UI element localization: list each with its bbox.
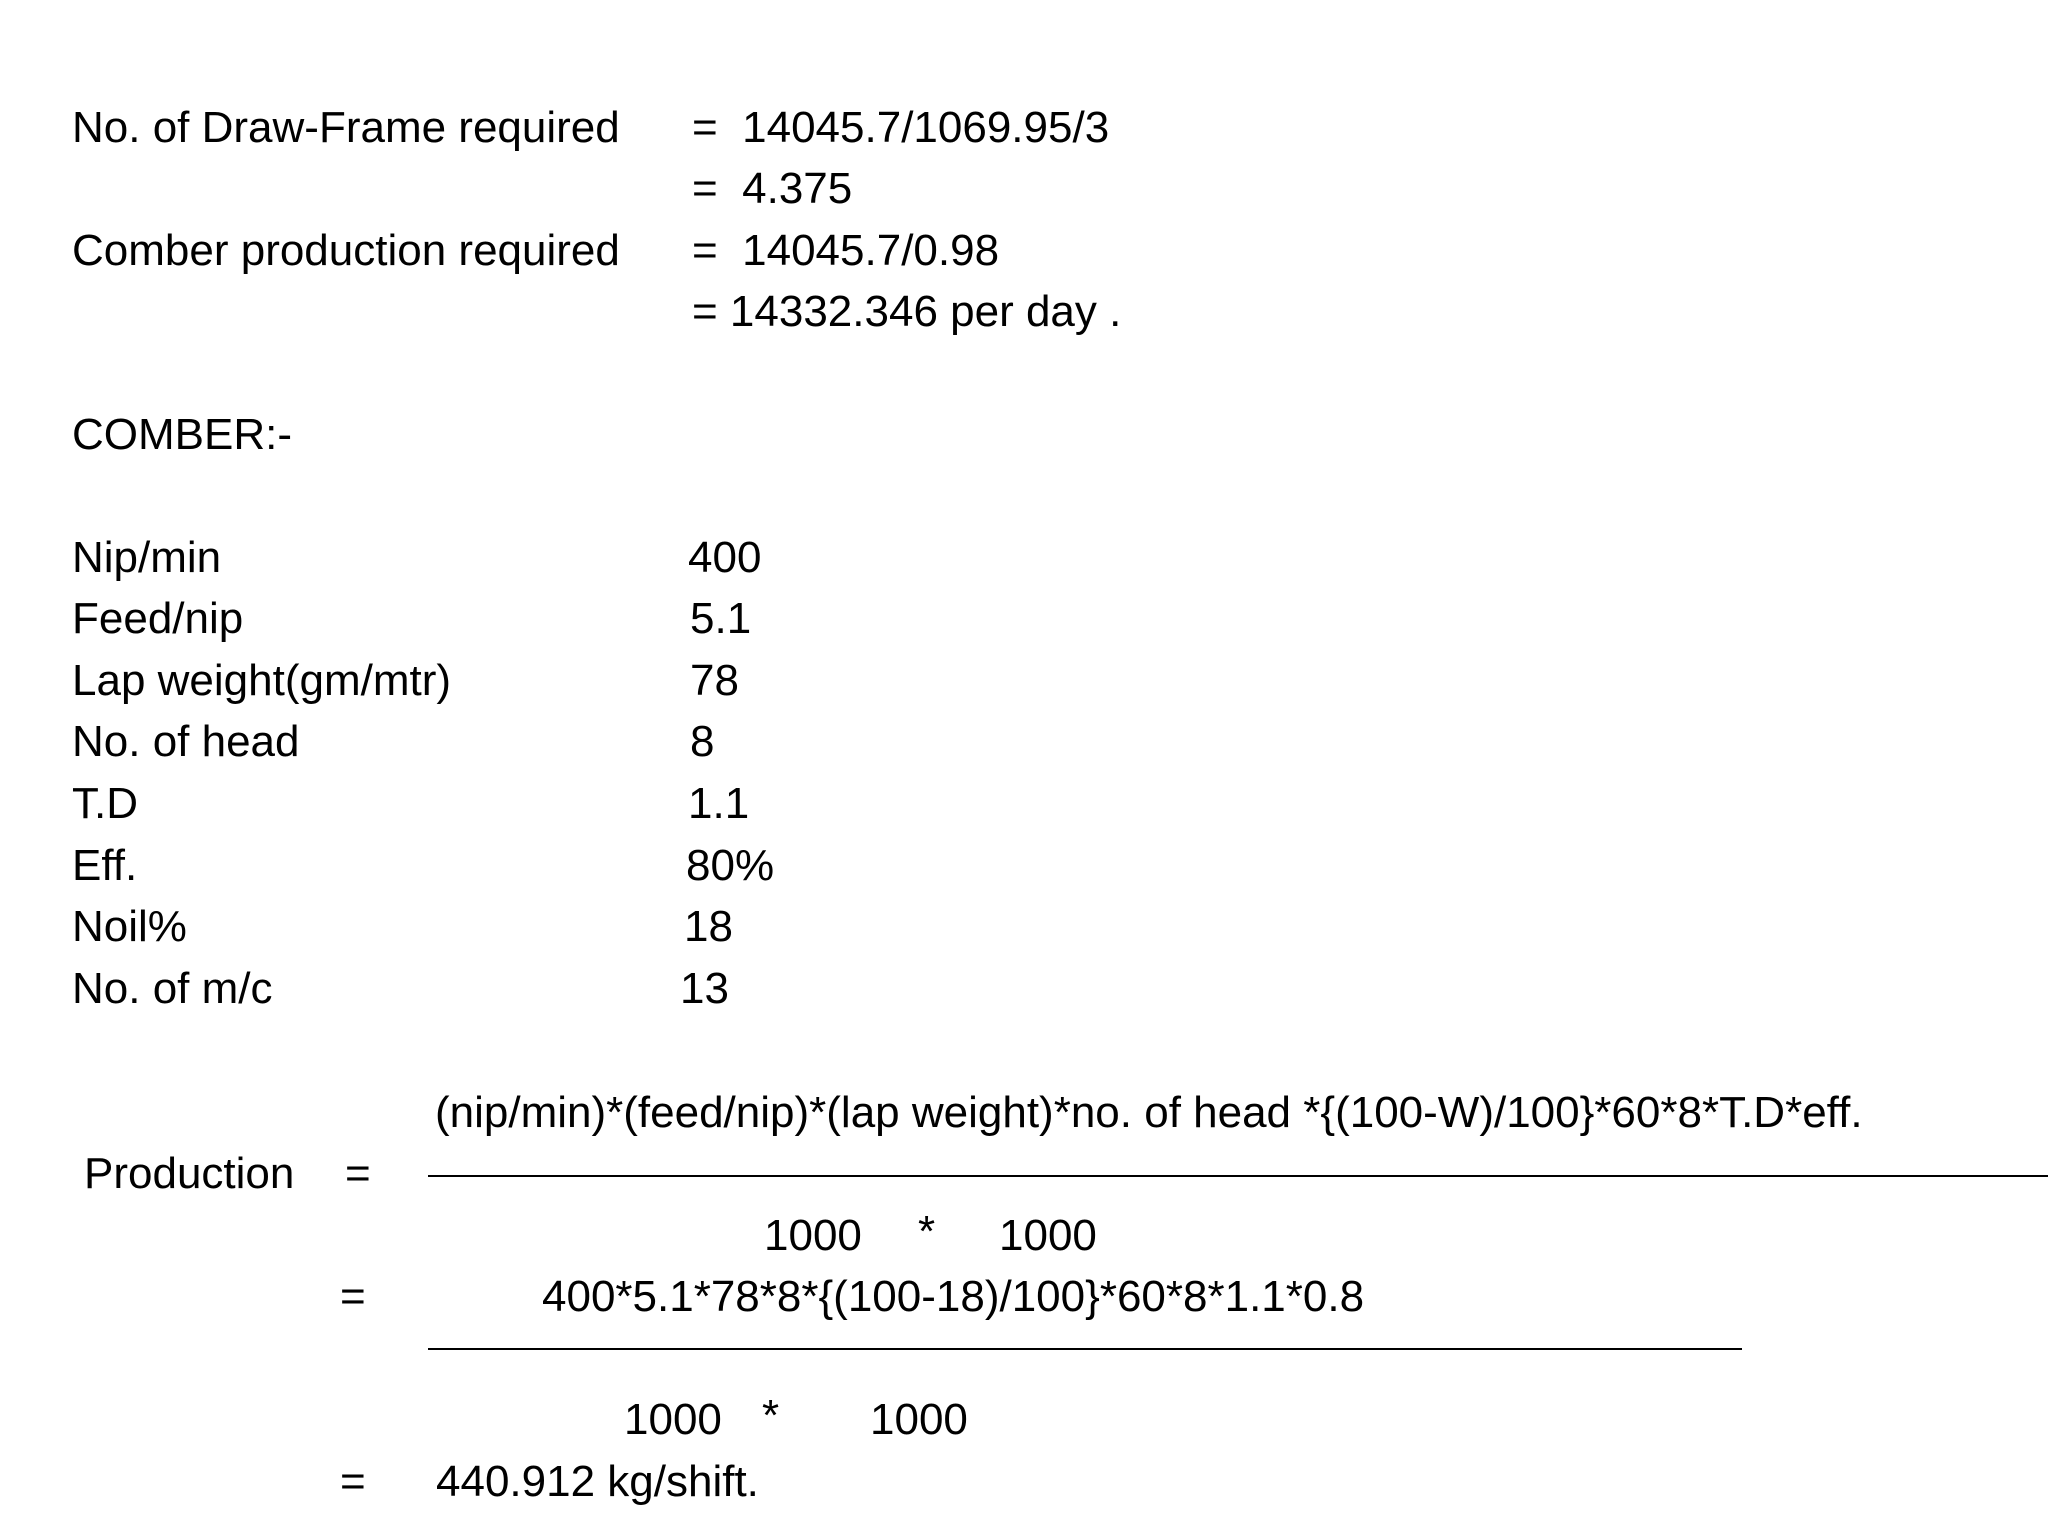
formula-label: Production [84, 1149, 295, 1198]
param-value: 1.1 [688, 779, 750, 828]
param-label: T.D [72, 779, 138, 828]
param-label: No. of head [72, 717, 300, 766]
param-label: No. of m/c [72, 964, 273, 1013]
param-value: 400 [688, 533, 762, 582]
formula-numerator: (nip/min)*(feed/nip)*(lap weight)*no. of head *{(100-W)/100}*60*8*T.D*eff. [435, 1088, 1863, 1137]
formula-denominator-b: 1000 [999, 1211, 1097, 1260]
param-label: Noil% [72, 902, 187, 951]
substitution-fraction-bar [428, 1348, 1742, 1350]
formula-equals: = [345, 1149, 371, 1198]
param-label: Nip/min [72, 533, 222, 582]
substitution-equals: = [340, 1272, 366, 1321]
param-value: 80% [686, 841, 775, 890]
comber-production-result: = 14332.346 per day . [692, 287, 1122, 336]
substitution-denominator-a: 1000 [624, 1395, 722, 1444]
param-value: 78 [690, 656, 739, 705]
param-label: Eff. [72, 841, 138, 890]
substitution-numerator: 400*5.1*78*8*{(100-18)/100}*60*8*1.1*0.8 [542, 1272, 1365, 1321]
formula-fraction-bar [428, 1175, 2048, 1177]
param-value: 8 [690, 717, 715, 766]
section-title: COMBER:- [72, 410, 292, 459]
param-label: Feed/nip [72, 594, 244, 643]
drawframe-label: No. of Draw-Frame required [72, 103, 620, 152]
result-value: 440.912 kg/shift. [436, 1457, 759, 1506]
formula-denominator-a: 1000 [764, 1211, 862, 1260]
substitution-denominator-b: 1000 [870, 1395, 968, 1444]
param-label: Lap weight(gm/mtr) [72, 656, 452, 705]
result-equals: = [340, 1457, 366, 1506]
param-value: 5.1 [690, 594, 752, 643]
param-value: 13 [680, 964, 729, 1013]
drawframe-result: = 4.375 [692, 164, 853, 213]
substitution-denominator-op: * [762, 1391, 780, 1440]
comber-production-equation: = 14045.7/0.98 [692, 226, 1000, 275]
comber-production-label: Comber production required [72, 226, 620, 275]
drawframe-equation: = 14045.7/1069.95/3 [692, 103, 1110, 152]
formula-denominator-op: * [918, 1207, 936, 1256]
param-value: 18 [684, 902, 733, 951]
